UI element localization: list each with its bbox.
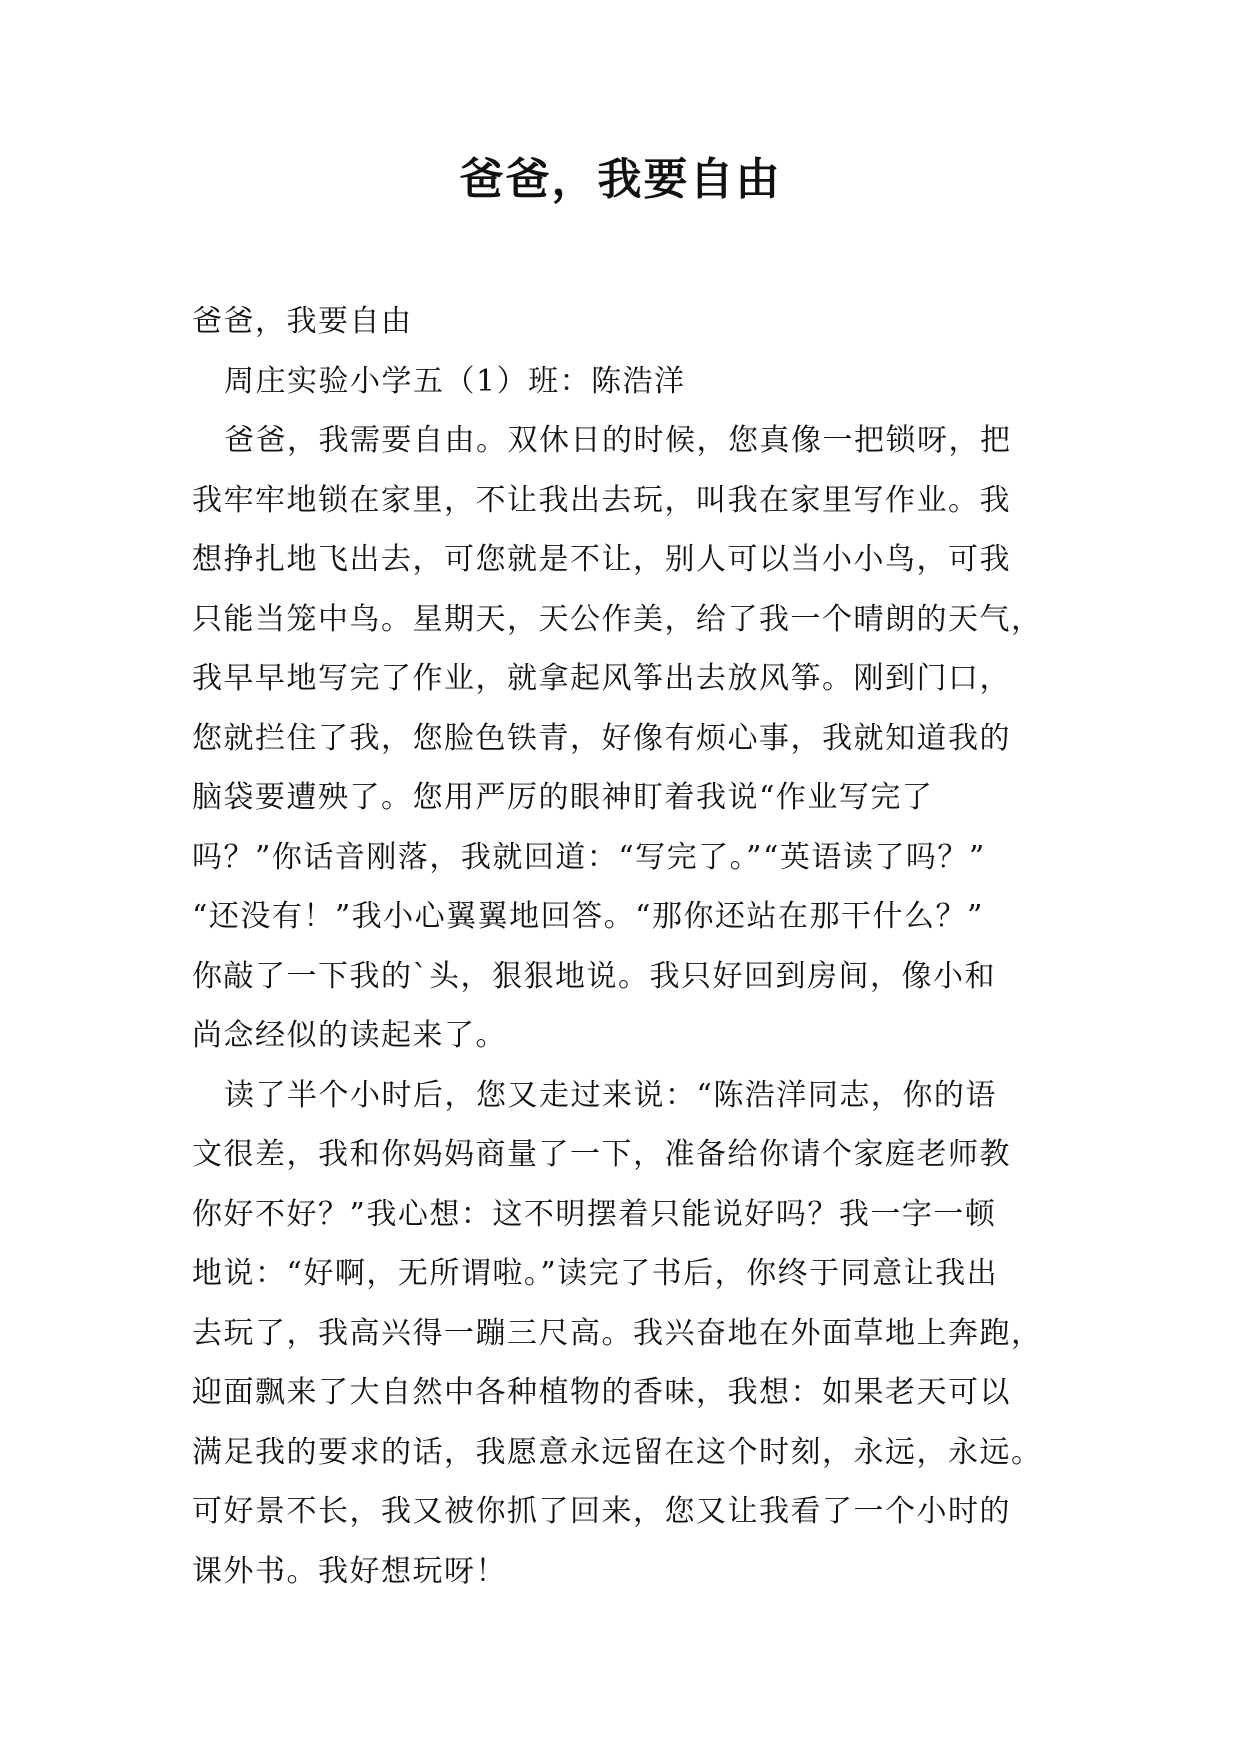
document-body: [192, 292, 1072, 1601]
author-line: 周庄实验小学五（1）班：陈浩洋: [224, 363, 686, 399]
document-title: 爸爸，我要自由: [459, 154, 782, 205]
paragraph-2: 读了半个小时后，您又走过来说：“陈浩洋同志，你的语 文很差，我和你妈妈商量了一下，准备给你请个家庭老师教 你好不好？”我心想：这不明摆着只能说好吗？我一字一顿 地说：“好啊，无所谓啦。”读完了书后，你终于同意让我出 去玩了，我高兴得一蹦三尺高。我兴奋地在外面草地上奔跑， 迎面飘来了大自然中各种植物的香味，我想：如果老天可以 满足我的要求的话，我愿意永远留在这个时刻，永远，永远。 可好景不长，我又被你抓了回来，您又让我看了一个小时的 课外书。我好想玩呀！: [192, 1077, 1043, 1589]
document-subtitle: 爸爸，我要自由: [192, 304, 413, 339]
paragraph-1: 爸爸，我需要自由。双休日的时候，您真像一把锁呀，把 我牢牢地锁在家里，不让我出去玩，叫我在家里写作业。我 想挣扎地飞出去，可您就是不让，别人可以当小小鸟，可我 只能当笼中鸟。星期天，天公作美，给了我一个晴朗的天气， 我早早地写完了作业，就拿起风筝出去放风筝。刚到门口， 您就拦住了我，您脸色铁青，好像有烦心事，我就知道我的 脑袋要遭殃了。您用严厉的眼神盯着我说“作业写完了 吗？”你话音刚落，我就回道：“写完了。”“英语读了吗？” “还没有！”我小心翼翼地回答。“那你还站在那干什么？” 你敲了一下我的`头，狠狠地说。我只好回到房间，像小和 尚念经似的读起来了。: [192, 423, 1043, 1053]
